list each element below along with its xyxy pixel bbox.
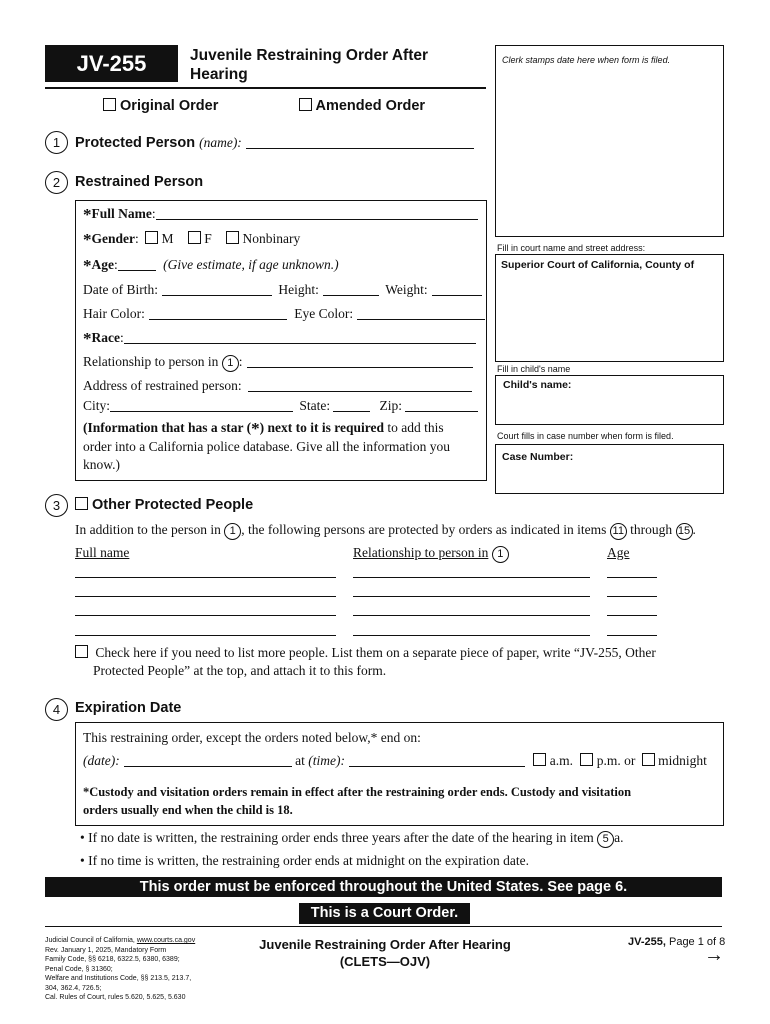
enforced-banner: This order must be enforced throughout the United States. See page 6. <box>45 877 722 897</box>
section-2-number: 2 <box>45 171 68 194</box>
hair-color-field[interactable] <box>149 307 287 320</box>
gender-row: *Gender: M F Nonbinary <box>83 230 301 249</box>
form-title: Juvenile Restraining Order After Hearing <box>190 47 429 83</box>
other-protected-intro: In addition to the person in 1 , the following persons are protected by orders as indicated in items 11 through 15 . <box>75 522 696 540</box>
more-people-option[interactable]: Check here if you need to list more people. List them on a separate piece of paper, write “JV-255, Other Protected People” at the top, and attach it to this form. <box>75 644 656 680</box>
expiration-intro: This restraining order, except the orders noted below,* end on: <box>83 730 421 745</box>
protected-person-row <box>75 134 474 152</box>
person-3-relationship-field[interactable] <box>353 615 590 616</box>
pm-checkbox[interactable] <box>580 753 593 766</box>
gender-m-checkbox[interactable] <box>145 231 158 244</box>
col-full-name: Full name <box>75 545 130 560</box>
address-row: Address of restrained person: <box>83 378 472 394</box>
footer-title: Juvenile Restraining Order After Hearing (CLETS—OJV) <box>259 937 511 969</box>
weight-field[interactable] <box>432 283 482 296</box>
clerk-stamp-text: Clerk stamps date here when form is filed. <box>502 55 671 65</box>
dob-field[interactable] <box>162 283 272 296</box>
full-name-row: *Full Name: <box>83 205 478 225</box>
more-people-checkbox[interactable] <box>75 645 88 658</box>
child-name-label: Child's name: <box>503 379 572 391</box>
color-row: Hair Color: Eye Color: <box>83 306 485 322</box>
section-4-number: 4 <box>45 698 68 721</box>
bullet-date: • If no date is written, the restraining order ends three years after the date of the hearing in item 5 a. <box>80 830 624 848</box>
other-protected-title: Other Protected People <box>92 497 254 513</box>
expiration-date-field[interactable] <box>124 754 292 767</box>
person-3-age-field[interactable] <box>607 615 657 616</box>
footer-rule <box>45 926 722 927</box>
person-4-relationship-field[interactable] <box>353 635 590 636</box>
am-checkbox[interactable] <box>533 753 546 766</box>
address-field[interactable] <box>248 379 472 392</box>
person-2-relationship-field[interactable] <box>353 596 590 597</box>
custody-note: *Custody and visitation orders remain in effect after the restraining order ends. Custody and visitation orders usually end when the child is 18. <box>83 785 632 817</box>
amended-order-checkbox[interactable] <box>299 98 312 111</box>
race-field[interactable] <box>124 331 476 344</box>
person-1-age-field[interactable] <box>607 577 657 578</box>
restrained-person-title: Restrained Person <box>75 174 204 190</box>
midnight-checkbox[interactable] <box>642 753 655 766</box>
other-protected-option[interactable] <box>75 496 253 514</box>
child-caption: Fill in child's name <box>497 364 571 374</box>
city-field[interactable] <box>110 399 293 412</box>
zip-field[interactable] <box>405 399 478 412</box>
restrained-person-box <box>75 200 487 481</box>
person-3-name-field[interactable] <box>75 615 336 616</box>
section-3-number: 3 <box>45 494 68 517</box>
expiration-box <box>75 722 724 826</box>
case-number-label: Case Number: <box>502 451 574 463</box>
protected-person-hint: (name): <box>199 135 242 150</box>
height-field[interactable] <box>323 283 379 296</box>
court-name-box[interactable] <box>495 254 724 362</box>
gender-f-checkbox[interactable] <box>188 231 201 244</box>
section-1-number: 1 <box>45 131 68 154</box>
court-name-label: Superior Court of California, County of <box>501 259 695 271</box>
person-2-age-field[interactable] <box>607 596 657 597</box>
child-name-box[interactable] <box>495 375 724 425</box>
amended-order-option[interactable]: Amended Order <box>299 98 425 114</box>
footer-citations: Judicial Council of California, www.courts.ca.gov Rev. January 1, 2025, Mandatory Form Family Code, §§ 6218, 6322.5, 6380, 6389; Penal Code, § 31360; Welfare and Institutions Code, §§ 213.5, 213.7, 304, 362.4, 726.5; Cal. Rules of Court, rules 5.620, 5.625, 5.630 <box>45 937 196 1001</box>
form-code-badge <box>45 45 178 82</box>
age-field[interactable] <box>118 258 156 271</box>
bullet-time: • If no time is written, the restraining order ends at midnight on the expiration date. <box>80 853 529 868</box>
relationship-row: Relationship to person in 1 : <box>83 354 473 372</box>
other-protected-checkbox[interactable] <box>75 497 88 510</box>
race-row: *Race: <box>83 329 476 349</box>
gender-nonbinary-checkbox[interactable] <box>226 231 239 244</box>
full-name-field[interactable] <box>156 207 478 220</box>
person-4-age-field[interactable] <box>607 635 657 636</box>
state-field[interactable] <box>333 399 370 412</box>
court-caption: Fill in court name and street address: <box>497 243 646 253</box>
person-1-relationship-field[interactable] <box>353 577 590 578</box>
eye-color-field[interactable] <box>357 307 485 320</box>
relationship-field[interactable] <box>247 355 473 368</box>
age-row: *Age: (Give estimate, if age unknown.) <box>83 256 339 275</box>
physical-row: Date of Birth: Height: Weight: <box>83 282 482 298</box>
protected-person-name-field[interactable] <box>246 136 474 149</box>
protected-person-title: Protected Person <box>75 135 196 151</box>
person-2-name-field[interactable] <box>75 596 336 597</box>
courts-website-link[interactable]: www.courts.ca.gov <box>136 937 196 944</box>
original-order-option[interactable]: Original Order <box>103 98 218 114</box>
footer-page: JV-255, Page 1 of 8 <box>628 936 726 948</box>
expiration-date-row: (date): at (time): a.m. p.m. or midnight <box>83 753 707 768</box>
person-4-name-field[interactable] <box>75 635 336 636</box>
city-row: City: State: Zip: <box>83 398 478 414</box>
expiration-time-field[interactable] <box>349 754 525 767</box>
case-caption: Court fills in case number when form is filed. <box>497 431 674 441</box>
clerk-stamp-box <box>495 45 724 237</box>
court-order-banner: This is a Court Order. <box>299 903 470 924</box>
case-number-box[interactable] <box>495 444 724 494</box>
header-rule <box>45 87 486 89</box>
form-code: JV-255 <box>76 51 147 76</box>
next-page-arrow-icon[interactable]: → <box>704 944 724 966</box>
col-relationship: Relationship to person in 1 <box>353 545 509 563</box>
person-1-name-field[interactable] <box>75 577 336 578</box>
col-age: Age <box>607 545 630 560</box>
required-info-note: (Information that has a star (*) next to it is required to add this order into a California police database. Give all the information you know.) <box>83 419 451 472</box>
original-order-checkbox[interactable] <box>103 98 116 111</box>
expiration-title: Expiration Date <box>75 700 182 716</box>
